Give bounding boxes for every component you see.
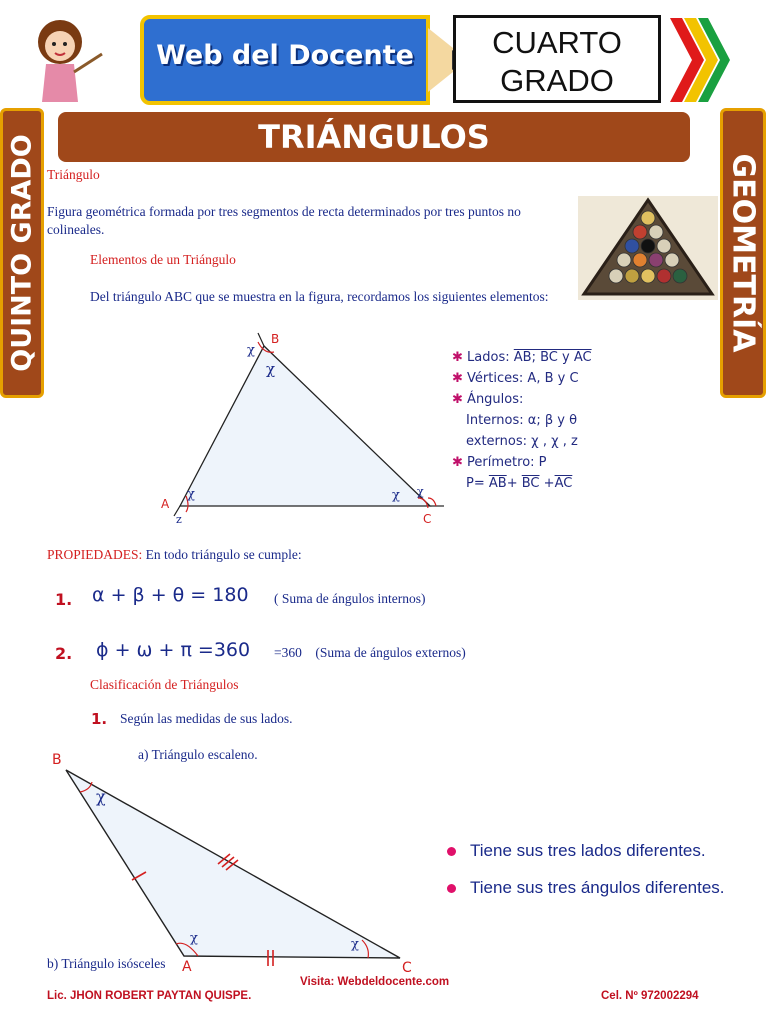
side-label-left-text: QUINTO GRADO (6, 134, 38, 372)
triangle-figure-1 (150, 330, 450, 530)
angle-label-c-int: χ (392, 488, 400, 503)
sub-item-b: b) Triángulo isósceles (47, 956, 166, 971)
site-logo-text: Web del Docente (156, 40, 414, 71)
page-title: TRIÁNGULOS (58, 112, 690, 162)
footer-author: Lic. JHON ROBERT PAYTAN QUISPE. (47, 990, 252, 1002)
grade-line-2: GRADO (500, 63, 614, 98)
star-bullet-icon: ✱ (452, 455, 463, 470)
angle-label-a-int: χ (187, 487, 195, 502)
classification-item-number: 1. (91, 710, 108, 728)
side-label-right-text: GEOMETRÍA (725, 153, 761, 353)
list-item-internos: Internos: α; β y θ (466, 413, 578, 428)
property-1-formula: α + β + θ = 180 (92, 584, 249, 606)
elements-heading: Elementos de un Triángulo (90, 252, 236, 267)
side-label-left (0, 108, 44, 398)
scalene-bullet-2: Tiene sus tres ángulos diferentes. (447, 878, 725, 898)
elements-text: Del triángulo ABC que se muestra en la figura, recordamos los siguientes elementos: (90, 289, 549, 304)
list-item-lados: ✱ Lados: AB; BC y AC (452, 350, 592, 365)
angle-label-a-ext: z (176, 513, 182, 526)
grade-box (453, 15, 661, 103)
properties-heading: PROPIEDADES: En todo triángulo se cumple: (47, 547, 302, 562)
footer-phone: Cel. Nº 972002294 (601, 990, 699, 1002)
pink-dot-icon (447, 847, 456, 856)
pink-dot-icon (447, 884, 456, 893)
angle-label-b-ext: χ (247, 343, 255, 358)
fig2-vertex-a-label: A (182, 959, 192, 975)
property-1-note: ( Suma de ángulos internos) (274, 591, 426, 606)
chevron-arrows-icon (668, 18, 732, 102)
sub-item-a: a) Triángulo escaleno. (138, 747, 258, 762)
perimeter-formula: $P= \overline{AB}+ \overline{BC} +\overline{AC}$ (466, 476, 573, 491)
fig2-vertex-c-label: C (402, 960, 412, 976)
triangle-definition: Figura geométrica formada por tres segmentos de recta determinados por tres puntos no colineales. (47, 204, 521, 237)
elements-list (452, 347, 592, 494)
property-2-formula: ϕ + ω + π =360 (96, 639, 251, 661)
vertex-c-label: C (423, 512, 432, 526)
list-item-perimetro: ✱ Perímetro: P (452, 455, 547, 470)
footer-visit: Visita: Webdeldocente.com (300, 976, 450, 988)
property-2-note: =360 (Suma de ángulos externos) (274, 645, 466, 660)
vertex-a-label: A (161, 497, 170, 511)
classification-item-text: Según las medidas de sus lados. (120, 711, 293, 726)
scalene-bullet-1: Tiene sus tres lados diferentes. (447, 841, 706, 861)
fig2-vertex-b-label: B (52, 752, 62, 768)
fig2-angle-a: χ (190, 931, 198, 946)
section-heading-triangle: Triángulo (47, 167, 100, 182)
list-item-externos: externos: χ , χ , z (466, 434, 578, 449)
star-bullet-icon: ✱ (452, 350, 463, 365)
billiard-rack-image (578, 196, 718, 300)
star-bullet-icon: ✱ (452, 371, 463, 386)
list-item-vertices: ✱ Vértices: A, B y C (452, 371, 579, 386)
list-item-angulos: ✱ Ángulos: (452, 392, 524, 407)
star-bullet-icon: ✱ (452, 392, 463, 407)
property-1-number: 1. (55, 590, 73, 609)
vertex-b-label: B (271, 332, 280, 346)
side-label-right (720, 108, 766, 398)
angle-label-b-int: χ (266, 360, 276, 378)
fig2-angle-b: χ (96, 787, 106, 806)
property-2-number: 2. (55, 644, 73, 663)
classification-heading: Clasificación de Triángulos (90, 677, 239, 692)
fig2-angle-c: χ (351, 937, 359, 952)
teacher-mascot-icon (28, 12, 108, 107)
grade-line-1: CUARTO (492, 25, 622, 60)
angle-label-c-ext: χ (417, 485, 424, 498)
